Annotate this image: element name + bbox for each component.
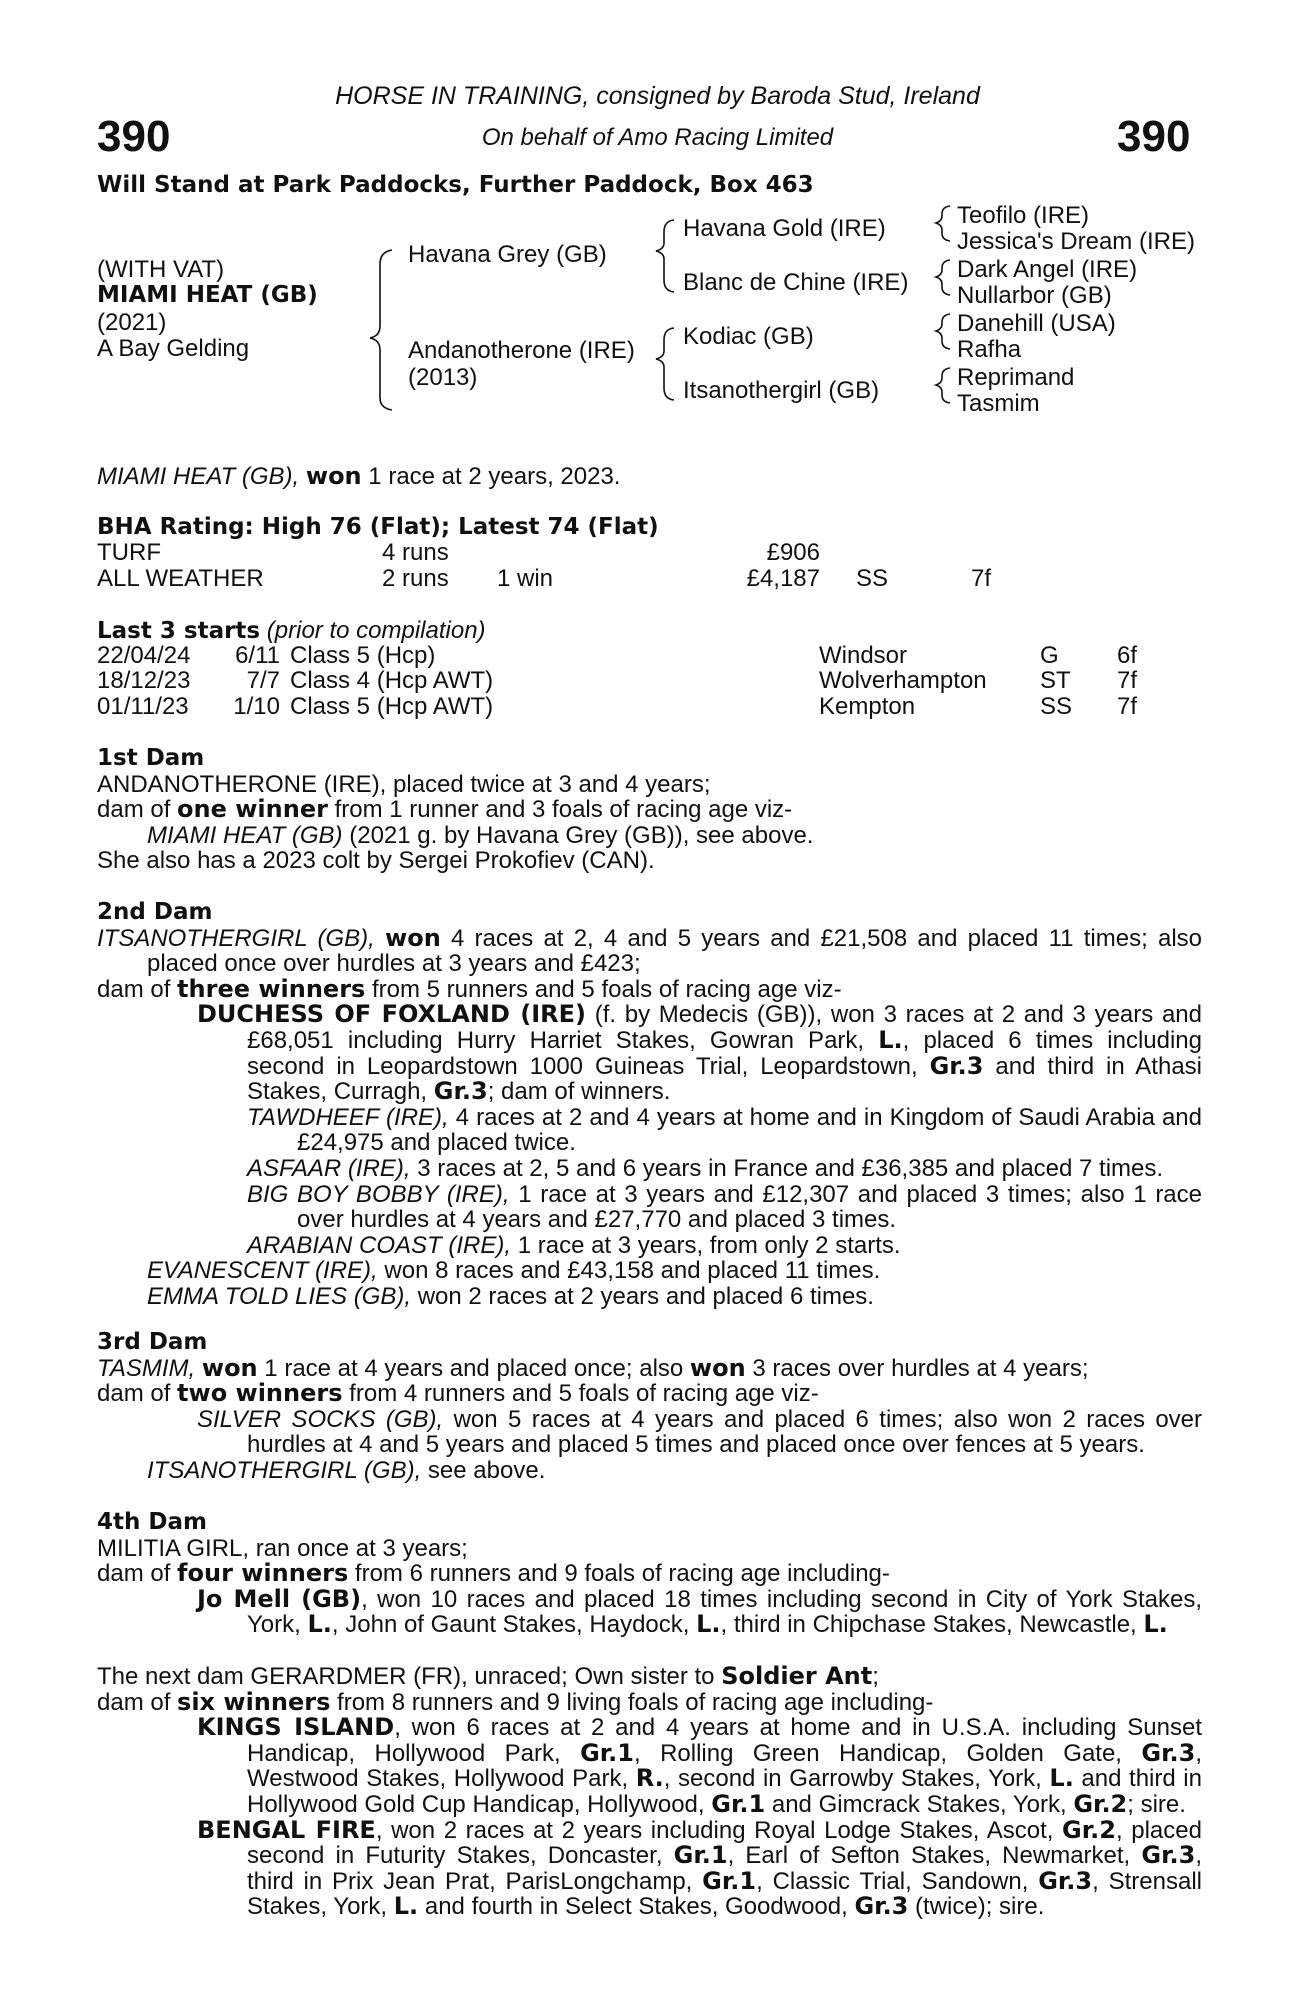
tawdheef: TAWDHEEF (IRE), 4 races at 2 and 4 years at home and in Kingdom of Saudi Arabia and £24,975 and placed twice. [247,1103,1203,1157]
pedigree-dam-year: (2013) [408,364,478,391]
start-distance: 6f [1117,642,1138,669]
pedigree-ddd: Tasmim [957,390,1040,417]
horse-name: MIAMI HEAT (GB) [97,282,318,308]
start-going: ST [1040,667,1071,694]
third-dam-heading: 3rd Dam [97,1329,208,1355]
pedigree-sire-dam: Blanc de Chine (IRE) [683,269,909,296]
race-summary [97,464,620,490]
start-going: SS [1040,693,1073,720]
bengal-fire: BENGAL FIRE, won 2 races at 2 years including Royal Lodge Stakes, Ascot, Gr.2, placed second in Futurity Stakes, Doncaster, Gr.1, Earl of Sefton Stakes, Newmarket, Gr.3, third in Prix Jean Prat, ParisLongchamp, Gr.1, Classic Trial, Sandown, Gr.3, Strensall Stakes, York, L. and fourth in Select Stakes, Goodwood, Gr.3 (twice); sire. [197,1815,1202,1921]
first-dam-foal: MIAMI HEAT (GB) (2021 g. by Havana Grey (GB)), see above. [147,821,814,849]
start-class: Class 4 (Hcp AWT) [290,667,494,694]
duchess-of-foxland: DUCHESS OF FOXLAND (IRE) (f. by Medecis (GB)), won 3 races at 2 and 3 years and £68,051 including Hurry Harriet Stakes, Gowran Park, L., placed 6 times including second in Leopardstown 1000 Guineas Trial, Leopardstown, Gr.3 and third in Athasi Stakes, Curragh, Gr.3; dam of winners. [197,1000,1203,1106]
last-starts-title: Last 3 starts [97,618,261,644]
pedigree-sss: Teofilo (IRE) [957,202,1090,229]
behalf-line: On behalf of Amo Racing Limited [481,124,834,151]
pedigree-braces [0,0,1315,420]
start-class: Class 5 (Hcp) [290,642,436,669]
start-course: Windsor [819,642,908,669]
start-distance: 7f [1117,693,1138,720]
rating-runs: 4 runs [382,539,449,566]
arabian-coast: ARABIAN COAST (IRE), 1 race at 3 years, from only 2 starts. [247,1231,901,1259]
jo-mell: Jo Mell (GB), won 10 races and placed 18 times including second in City of York Stakes, York, L., John of Gaunt Stakes, Haydock, L., third in Chipchase Stakes, Newcastle, L. [197,1584,1202,1639]
third-dam-produce: dam of two winners from 4 runners and 5 foals of racing age viz- [97,1379,819,1408]
start-going: G [1040,642,1059,669]
asfaar: ASFAAR (IRE), 3 races at 2, 5 and 6 years in France and £36,385 and placed 7 times. [247,1154,1164,1182]
summary-won: won [305,462,362,490]
rating-distance: 7f [971,565,992,592]
third-dam-record: TASMIM, won 1 race at 4 years and placed once; also won 3 races over hurdles at 4 years; [97,1353,1089,1382]
pedigree-ssd: Jessica's Dream (IRE) [957,228,1195,255]
first-dam-line: ANDANOTHERONE (IRE), placed twice at 3 and 4 years; [97,770,711,798]
kings-island: KINGS ISLAND, won 6 races at 2 and 4 years at home and in U.S.A. including Sunset Handicap, Hollywood Park, Gr.1, Rolling Green Handicap, Golden Gate, Gr.3, Westwood Stakes, Hollywood Park, R., second in Garrowby Stakes, York, L. and third in Hollywood Gold Cup Handicap, Hollywood, Gr.1 and Gimcrack Stakes, York, Gr.2; sire. [197,1713,1202,1818]
rating-surface: ALL WEATHER [97,565,264,592]
rating-wins: 1 win [497,565,554,592]
pedigree-dam-sire: Kodiac (GB) [683,323,814,350]
start-date: 22/04/24 [97,642,191,669]
second-dam-produce: dam of three winners from 5 runners and 5 foals of racing age viz- [97,974,842,1003]
itsanothergirl-ref: ITSANOTHERGIRL (GB), see above. [147,1456,546,1484]
fourth-dam-section [97,1510,1202,1638]
pedigree-sire: Havana Grey (GB) [408,241,607,268]
first-dam-produce: dam of one winner from 1 runner and 3 foals of racing age viz- [97,795,793,824]
lot-number-left: 390 [97,112,171,161]
pedigree-sdd: Nullarbor (GB) [957,282,1112,309]
start-class: Class 5 (Hcp AWT) [290,693,494,720]
horse-year: (2021) [97,309,167,336]
start-position: 7/7 [246,667,280,694]
pedigree-dam: Andanotherone (IRE) [408,337,635,364]
bha-rating: BHA Rating: High 76 (Flat); Latest 74 (Flat) [97,514,659,540]
rating-runs: 2 runs [382,565,449,592]
fourth-dam-record: MILITIA GIRL, ran once at 3 years; [97,1534,468,1562]
evanescent: EVANESCENT (IRE), won 8 races and £43,158 and placed 11 times. [147,1257,881,1285]
rating-going: SS [856,565,889,592]
start-date: 18/12/23 [97,667,191,694]
first-dam-section [97,746,1202,874]
second-dam-section [97,900,1202,1310]
lot-number-right: 390 [1117,112,1191,161]
fourth-dam-produce: dam of four winners from 6 runners and 9 foals of racing age including- [97,1559,890,1588]
start-distance: 7f [1117,667,1138,694]
stand-location: Will Stand at Park Paddocks, Further Paddock, Box 463 [97,172,814,198]
consignment-line: HORSE IN TRAINING, consigned by Baroda Stud, Ireland [335,82,980,110]
last-starts-heading [97,618,486,645]
next-dam-section [97,1664,1202,1920]
pedigree-dam-dam: Itsanothergirl (GB) [683,377,880,404]
pedigree-sds: Dark Angel (IRE) [957,256,1138,283]
first-dam-heading: 1st Dam [97,745,205,771]
silver-socks: SILVER SOCKS (GB), won 5 races at 4 years and placed 6 times; also won 2 races over hurdles at 4 and 5 years and placed 5 times and placed once over fences at 5 years. [197,1405,1203,1459]
pedigree-sire-sire: Havana Gold (IRE) [683,215,886,242]
emma-told-lies: EMMA TOLD LIES (GB), won 2 races at 2 years and placed 6 times. [147,1282,874,1310]
horse-description: A Bay Gelding [97,335,250,362]
start-course: Kempton [819,693,916,720]
next-dam-produce: dam of six winners from 8 runners and 9 living foals of racing age including- [97,1687,934,1716]
last-starts-note: (prior to compilation) [260,617,486,644]
pedigree-dsd: Rafha [957,336,1022,363]
big-boy-bobby: BIG BOY BOBBY (IRE), 1 race at 3 years and £12,307 and placed 3 times; also 1 race over hurdles at 4 years and £27,770 and placed 3 times. [247,1180,1203,1234]
rating-surface: TURF [97,539,161,566]
rating-prize: £4,187 [746,565,820,592]
rating-prize: £906 [766,539,820,566]
next-dam-record: The next dam GERARDMER (FR), unraced; Own sister to Soldier Ant; [97,1662,879,1690]
vat-note: (WITH VAT) [97,256,225,283]
pedigree-dds: Reprimand [957,364,1075,391]
start-course: Wolverhampton [819,667,987,694]
start-position: 6/11 [235,642,280,669]
summary-rest: 1 race at 2 years, 2023. [361,463,621,490]
pedigree-dss: Danehill (USA) [957,310,1116,337]
start-position: 1/10 [233,693,280,720]
second-dam-record: ITSANOTHERGIRL (GB), won 4 races at 2, 4 and 5 years and £21,508 and placed 11 times; also placed once over hurdles at 3 years and £423; [97,923,1202,978]
summary-horse-name: MIAMI HEAT (GB), [97,463,300,490]
first-dam-note: She also has a 2023 colt by Sergei Prokofiev (CAN). [97,847,655,875]
third-dam-section [97,1330,1202,1484]
second-dam-heading: 2nd Dam [97,899,213,925]
start-date: 01/11/23 [97,693,189,720]
fourth-dam-heading: 4th Dam [97,1509,207,1535]
